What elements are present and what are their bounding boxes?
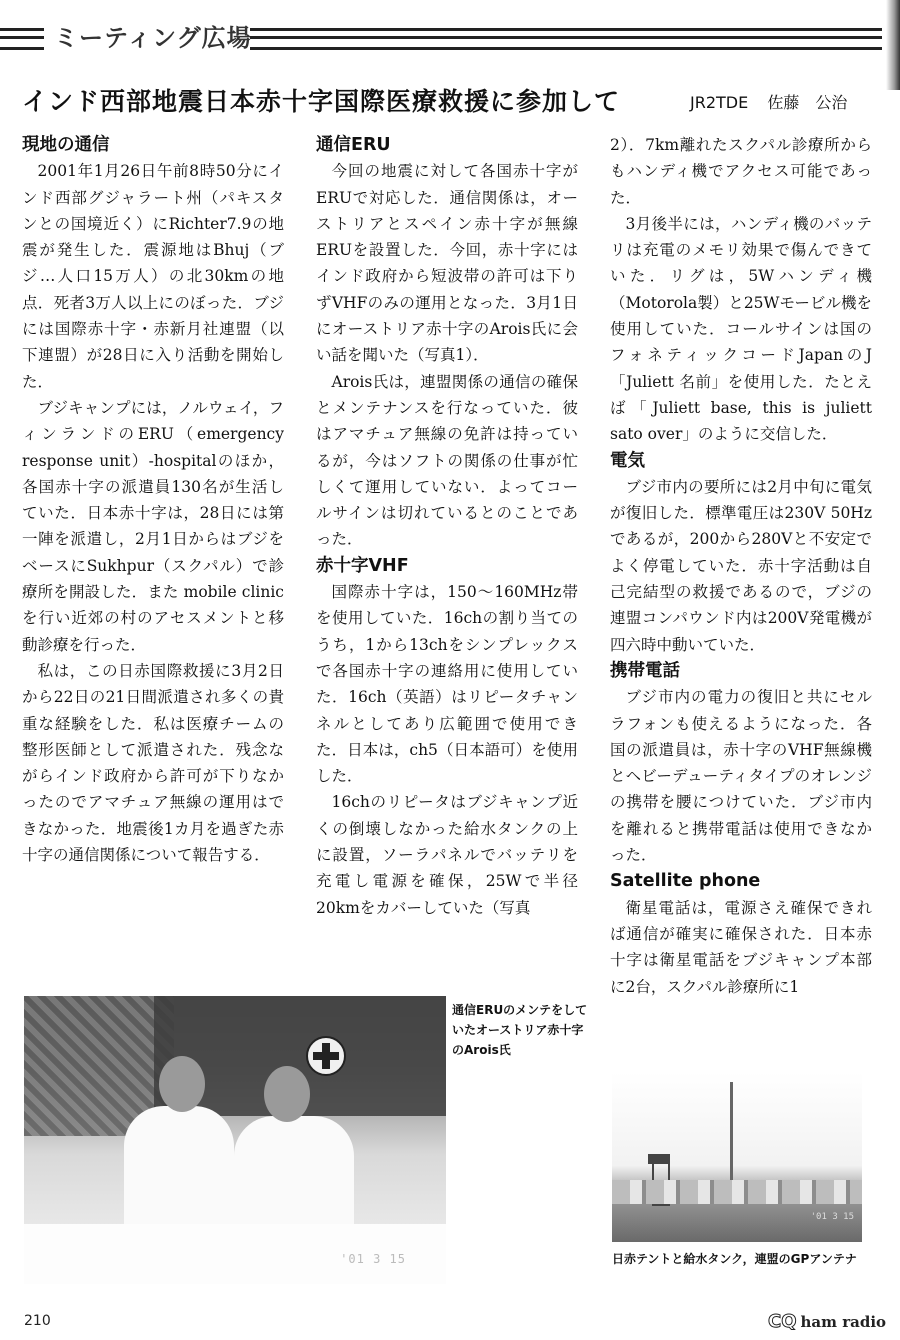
- paragraph-continued: 2）．7km離れたスクパル診療所からもハンディ機でアクセス可能であった．: [610, 136, 872, 207]
- photo2-caption: 日赤テントと給水タンク，連盟のGPアンテナ: [612, 1252, 857, 1266]
- paragraph: Arois氏は，連盟関係の通信の確保とメンテナンスを行なっていた．彼はアマチュア無線の免許は持っているが，今はソフトの関係の仕事が忙しくて運用していない．よってコールサインは切れているとのことであった．: [316, 372, 578, 549]
- paragraph: 私は，この日赤国際救援に3月2日から22日の21日間派遣され多くの貴重な経験をした．私は医療チームの整形医師として派遣された．残念ながらインド政府から許可が下りなかったのでアマチュア無線の運用はできなかった．地震後1カ月を過ぎた赤十字の通信関係について報告する．: [22, 661, 284, 865]
- red-cross-flag-icon: [306, 1036, 346, 1076]
- paragraph: 3月後半には，ハンディ機のバッテリは充電のメモリ効果で傷んできていた．リグは，5Wハンディ機（Motorola製）と25Wモービル機を使用していた．コールサインは国のフォネティックコードJapanのJ「Juliett 名前」を使用した．たとえば「Juliett base, this is juliett sato over」のように交信した．: [610, 214, 872, 444]
- heading-satellite-phone: Satellite phone: [610, 871, 761, 892]
- cq-logo-mark: CQ: [768, 1311, 797, 1332]
- paragraph: 衛星電話は，電源さえ確保できれば通信が確実に確保された．日本赤十字は衛星電話をブジキャンプ本部に2台，スクパル診療所に1: [610, 898, 872, 996]
- paragraph: 2001年1月26日午前8時50分にインド西部グジャラート州（パキスタンとの国境近く）にRichter7.9の地震が発生した．震源地はBhuj（ブジ…人口15万人）の北30kmの地点．死者3万人以上にのぼった．ブジには国際赤十字・赤新月社連盟（以下連盟）が28日に入り活動を開始した．: [22, 162, 284, 391]
- author-name: 佐藤 公治: [767, 93, 848, 112]
- section-header: [0, 18, 900, 58]
- header-rule-left: [0, 28, 44, 50]
- magazine-logo: [768, 1311, 886, 1332]
- heading-comms-eru: 通信ERU: [316, 135, 391, 155]
- paragraph: 国際赤十字は，150〜160MHz帯を使用していた．16chの割り当てのうち，1から13chをシンプレックスで各国赤十字の連絡用に使用していた．16ch（英語）はリピータチャンネルとしてあり広範囲で使用できた．日本は，ch5（日本語可）を使用した．: [316, 583, 578, 786]
- photo-date-stamp: '01 3 15: [340, 1252, 406, 1266]
- article-title: インド西部地震日本赤十字国際医療救援に参加して: [22, 87, 621, 116]
- paragraph: ブジ市内の要所には2月中旬に電気が復旧した．標準電圧は230V 50Hzであるが，200から280Vと不安定でよく停電していた．赤十字活動は自己完結型の救援であるので，ブジの連盟コンパウンド内は200V発電機が四六時中動いていた．: [610, 477, 872, 654]
- paragraph: ブジキャンプには，ノルウェイ，フィンランドのERU（emergency response unit）-hospitalのほか，各国赤十字の派遣員130名が生活していた．日本赤十字は，28日には第一陣を派遣し，2月1日からはブジをベースにSukhpur（スクパル）で診療所を開設した．また mobile clinicを行い近郊の村のアセスメントと移動診療を行った．: [22, 398, 284, 654]
- photo-camp: [612, 1072, 862, 1242]
- heading-mobile-phone: 携帯電話: [610, 660, 680, 681]
- photo-date-stamp: '01 3 15: [810, 1212, 854, 1222]
- text-column-3: [610, 132, 872, 1000]
- heading-local-comms: 現地の通信: [22, 135, 110, 155]
- section-title: ミーティング広場: [54, 24, 252, 52]
- photo-head-left: [159, 1056, 205, 1112]
- paragraph: 今回の地震に対して各国赤十字がERUで対応した．通信関係は，オーストリアとスペイン赤十字が無線ERUを設置した．今回，赤十字にはインド政府から短波帯の許可は下りずVHFのみの運用となった．3月1日にオーストリア赤十字のArois氏に会い話を聞いた（写真1）．: [316, 162, 578, 365]
- paragraph: ブジ市内の電力の復旧と共にセルラフォンも使えるようになった．各国の派遣員は，赤十字のVHF無線機とヘビーデューティタイプのオレンジの携帯を腰につけていた．ブジ市内を離れると携帯電話は使用できなかった．: [610, 688, 872, 865]
- page-number: 210: [24, 1313, 51, 1329]
- author-byline: [690, 90, 847, 113]
- photo1-caption: 通信ERUのメンテをしていたオーストリア赤十字のArois氏: [452, 1003, 588, 1057]
- heading-red-cross-vhf: 赤十字VHF: [316, 555, 409, 576]
- paragraph: 16chのリピータはブジキャンプ近くの倒壊しなかった給水タンクの上に設置，ソーラパネルでバッテリを充電し電源を確保，25Wで半径20kmをカバーしていた（写真: [316, 793, 578, 917]
- text-column-2: [316, 132, 578, 921]
- photo-arois: [24, 996, 446, 1284]
- author-callsign: JR2TDE: [690, 93, 749, 112]
- header-rule-right: [250, 28, 882, 50]
- photo-head-right: [264, 1066, 310, 1122]
- text-column-1: [22, 132, 284, 868]
- heading-electricity: 電気: [610, 450, 645, 471]
- tent-row: [612, 1180, 862, 1204]
- magazine-name: ham radio: [800, 1313, 887, 1331]
